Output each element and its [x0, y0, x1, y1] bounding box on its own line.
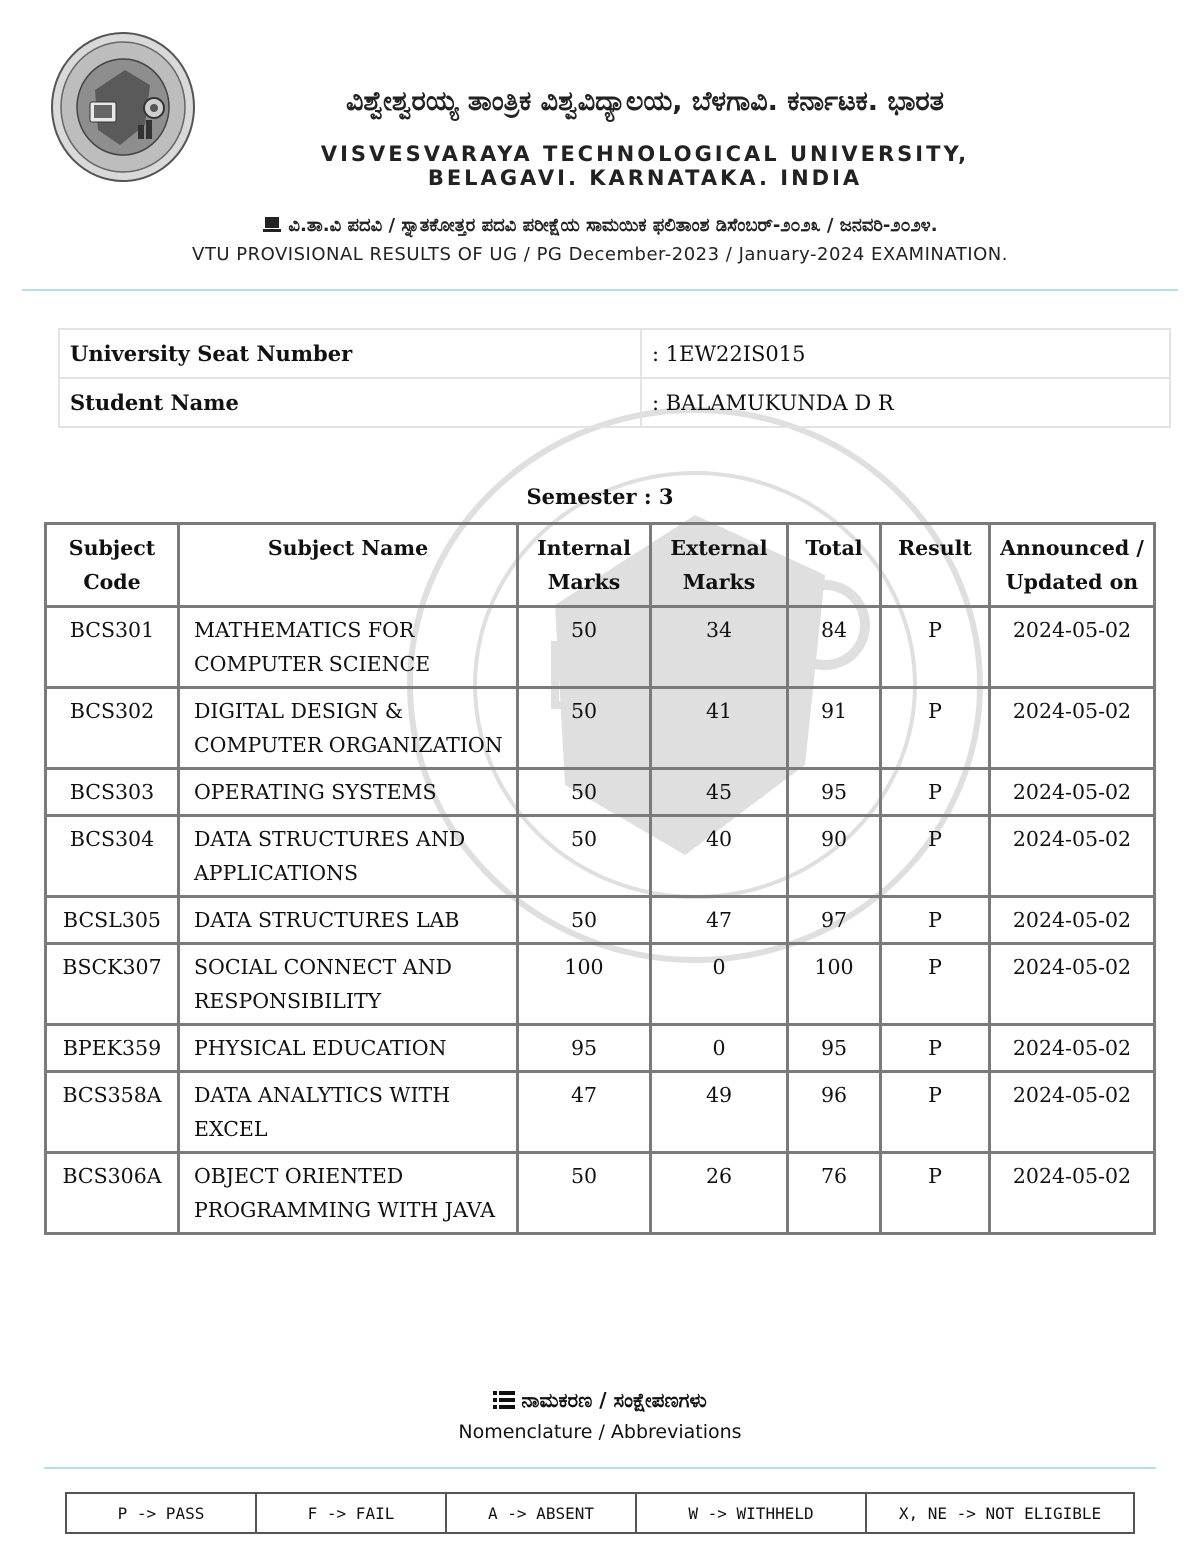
- subject-name: DIGITAL DESIGN & COMPUTER ORGANIZATION: [179, 688, 518, 769]
- seat-number-label: University Seat Number: [59, 329, 641, 378]
- table-row: [46, 1153, 1155, 1234]
- result: P: [881, 897, 990, 944]
- header-subject-name: Subject Name: [179, 524, 518, 607]
- internal-marks: 95: [518, 1025, 651, 1072]
- internal-marks: 50: [518, 688, 651, 769]
- header-announced: Announced / Updated on: [990, 524, 1155, 607]
- abbr-pass: P -> PASS: [66, 1493, 256, 1533]
- announced-date: 2024-05-02: [990, 1025, 1155, 1072]
- subject-code: BCSL305: [46, 897, 179, 944]
- subject-code: BCS306A: [46, 1153, 179, 1234]
- university-title-line2: BELAGAVI. KARNATAKA. INDIA: [427, 166, 863, 190]
- results-heading-english: VTU PROVISIONAL RESULTS OF UG / PG December-2023 / January-2024 EXAMINATION.: [192, 244, 1008, 265]
- announced-date: 2024-05-02: [990, 816, 1155, 897]
- header-total: Total: [788, 524, 881, 607]
- announced-date: 2024-05-02: [990, 1072, 1155, 1153]
- announced-date: 2024-05-02: [990, 607, 1155, 688]
- subject-code: BSCK307: [46, 944, 179, 1025]
- internal-marks: 50: [518, 769, 651, 816]
- semester-label: Semester : 3: [526, 484, 674, 509]
- external-marks: 41: [651, 688, 788, 769]
- total-marks: 84: [788, 607, 881, 688]
- header-external-marks: External Marks: [651, 524, 788, 607]
- subject-name: PHYSICAL EDUCATION: [179, 1025, 518, 1072]
- total-marks: 95: [788, 1025, 881, 1072]
- university-title-line1: VISVESVARAYA TECHNOLOGICAL UNIVERSITY,: [320, 142, 970, 166]
- header-divider: [22, 289, 1178, 291]
- result: P: [881, 769, 990, 816]
- table-row: [46, 688, 1155, 769]
- marks-header-row: [46, 524, 1155, 607]
- table-row: [46, 1072, 1155, 1153]
- student-name-value: : BALAMUKUNDA D R: [641, 378, 1170, 427]
- external-marks: 45: [651, 769, 788, 816]
- subject-name: OBJECT ORIENTED PROGRAMMING WITH JAVA: [179, 1153, 518, 1234]
- total-marks: 91: [788, 688, 881, 769]
- announced-date: 2024-05-02: [990, 897, 1155, 944]
- total-marks: 100: [788, 944, 881, 1025]
- abbr-not-eligible: X, NE -> NOT ELIGIBLE: [866, 1493, 1134, 1533]
- table-row: [46, 1025, 1155, 1072]
- subject-name: DATA STRUCTURES AND APPLICATIONS: [179, 816, 518, 897]
- university-seal-icon: [50, 30, 196, 184]
- total-marks: 90: [788, 816, 881, 897]
- internal-marks: 50: [518, 897, 651, 944]
- header-result: Result: [881, 524, 990, 607]
- marks-table: [44, 522, 1156, 1235]
- table-row: [46, 816, 1155, 897]
- total-marks: 95: [788, 769, 881, 816]
- subject-name: MATHEMATICS FOR COMPUTER SCIENCE: [179, 607, 518, 688]
- nomenclature-title-kannada: ನಾಮಕರಣ / ಸಂಕ್ಷೇಪಣಗಳು: [521, 1388, 707, 1412]
- subject-code: BCS301: [46, 607, 179, 688]
- subject-code: BCS303: [46, 769, 179, 816]
- university-title-english: [205, 142, 1085, 190]
- abbr-withheld: W -> WITHHELD: [636, 1493, 866, 1533]
- table-row: [46, 607, 1155, 688]
- result: P: [881, 816, 990, 897]
- page-header: [0, 30, 1200, 190]
- external-marks: 26: [651, 1153, 788, 1234]
- nomenclature-heading: [0, 1384, 1200, 1448]
- results-heading-kannada: ವಿ.ತಾ.ವಿ ಪದವಿ / ಸ್ನಾತಕೋತ್ತರ ಪದವಿ ಪರೀಕ್ಷೆಯ ಸಾಮಯಿಕ ಫಲಿತಾಂಶ ಡಿಸೆಂಬರ್-೨೦೨೩ / ಜನವರಿ-೨೦೨೪.: [288, 215, 938, 236]
- subject-name: DATA STRUCTURES LAB: [179, 897, 518, 944]
- abbr-fail: F -> FAIL: [256, 1493, 446, 1533]
- external-marks: 40: [651, 816, 788, 897]
- subject-code: BCS302: [46, 688, 179, 769]
- student-info-table: [58, 328, 1171, 428]
- list-icon: [493, 1390, 515, 1410]
- subject-name: DATA ANALYTICS WITH EXCEL: [179, 1072, 518, 1153]
- university-title-kannada: ವಿಶ್ವೇಶ್ವರಯ್ಯ ತಾಂತ್ರಿಕ ವಿಶ್ವವಿದ್ಯಾಲಯ, ಬೆಳಗಾವಿ. ಕರ್ನಾಟಕ. ಭಾರತ: [346, 86, 944, 117]
- nomenclature-divider: [44, 1467, 1156, 1469]
- subject-name: SOCIAL CONNECT AND RESPONSIBILITY: [179, 944, 518, 1025]
- table-row: [46, 944, 1155, 1025]
- result: P: [881, 1072, 990, 1153]
- announced-date: 2024-05-02: [990, 769, 1155, 816]
- table-row: [46, 897, 1155, 944]
- student-name-row: [59, 378, 1170, 427]
- results-heading: [0, 212, 1200, 270]
- abbr-absent: A -> ABSENT: [446, 1493, 636, 1533]
- subject-code: BCS358A: [46, 1072, 179, 1153]
- seat-number-value: : 1EW22IS015: [641, 329, 1170, 378]
- internal-marks: 50: [518, 1153, 651, 1234]
- header-internal-marks: Internal Marks: [518, 524, 651, 607]
- table-row: [46, 769, 1155, 816]
- internal-marks: 47: [518, 1072, 651, 1153]
- announced-date: 2024-05-02: [990, 688, 1155, 769]
- nomenclature-title-english: Nomenclature / Abbreviations: [458, 1421, 742, 1443]
- seat-number-row: [59, 329, 1170, 378]
- result: P: [881, 944, 990, 1025]
- external-marks: 49: [651, 1072, 788, 1153]
- subject-code: BPEK359: [46, 1025, 179, 1072]
- external-marks: 47: [651, 897, 788, 944]
- abbreviations-table: [65, 1492, 1135, 1534]
- result: P: [881, 688, 990, 769]
- result: P: [881, 1153, 990, 1234]
- external-marks: 0: [651, 944, 788, 1025]
- announced-date: 2024-05-02: [990, 1153, 1155, 1234]
- internal-marks: 100: [518, 944, 651, 1025]
- announced-date: 2024-05-02: [990, 944, 1155, 1025]
- student-name-label: Student Name: [59, 378, 641, 427]
- result: P: [881, 1025, 990, 1072]
- total-marks: 76: [788, 1153, 881, 1234]
- laptop-icon: [262, 216, 282, 234]
- total-marks: 97: [788, 897, 881, 944]
- total-marks: 96: [788, 1072, 881, 1153]
- result: P: [881, 607, 990, 688]
- header-subject-code: Subject Code: [46, 524, 179, 607]
- subject-code: BCS304: [46, 816, 179, 897]
- internal-marks: 50: [518, 816, 651, 897]
- external-marks: 0: [651, 1025, 788, 1072]
- external-marks: 34: [651, 607, 788, 688]
- internal-marks: 50: [518, 607, 651, 688]
- subject-name: OPERATING SYSTEMS: [179, 769, 518, 816]
